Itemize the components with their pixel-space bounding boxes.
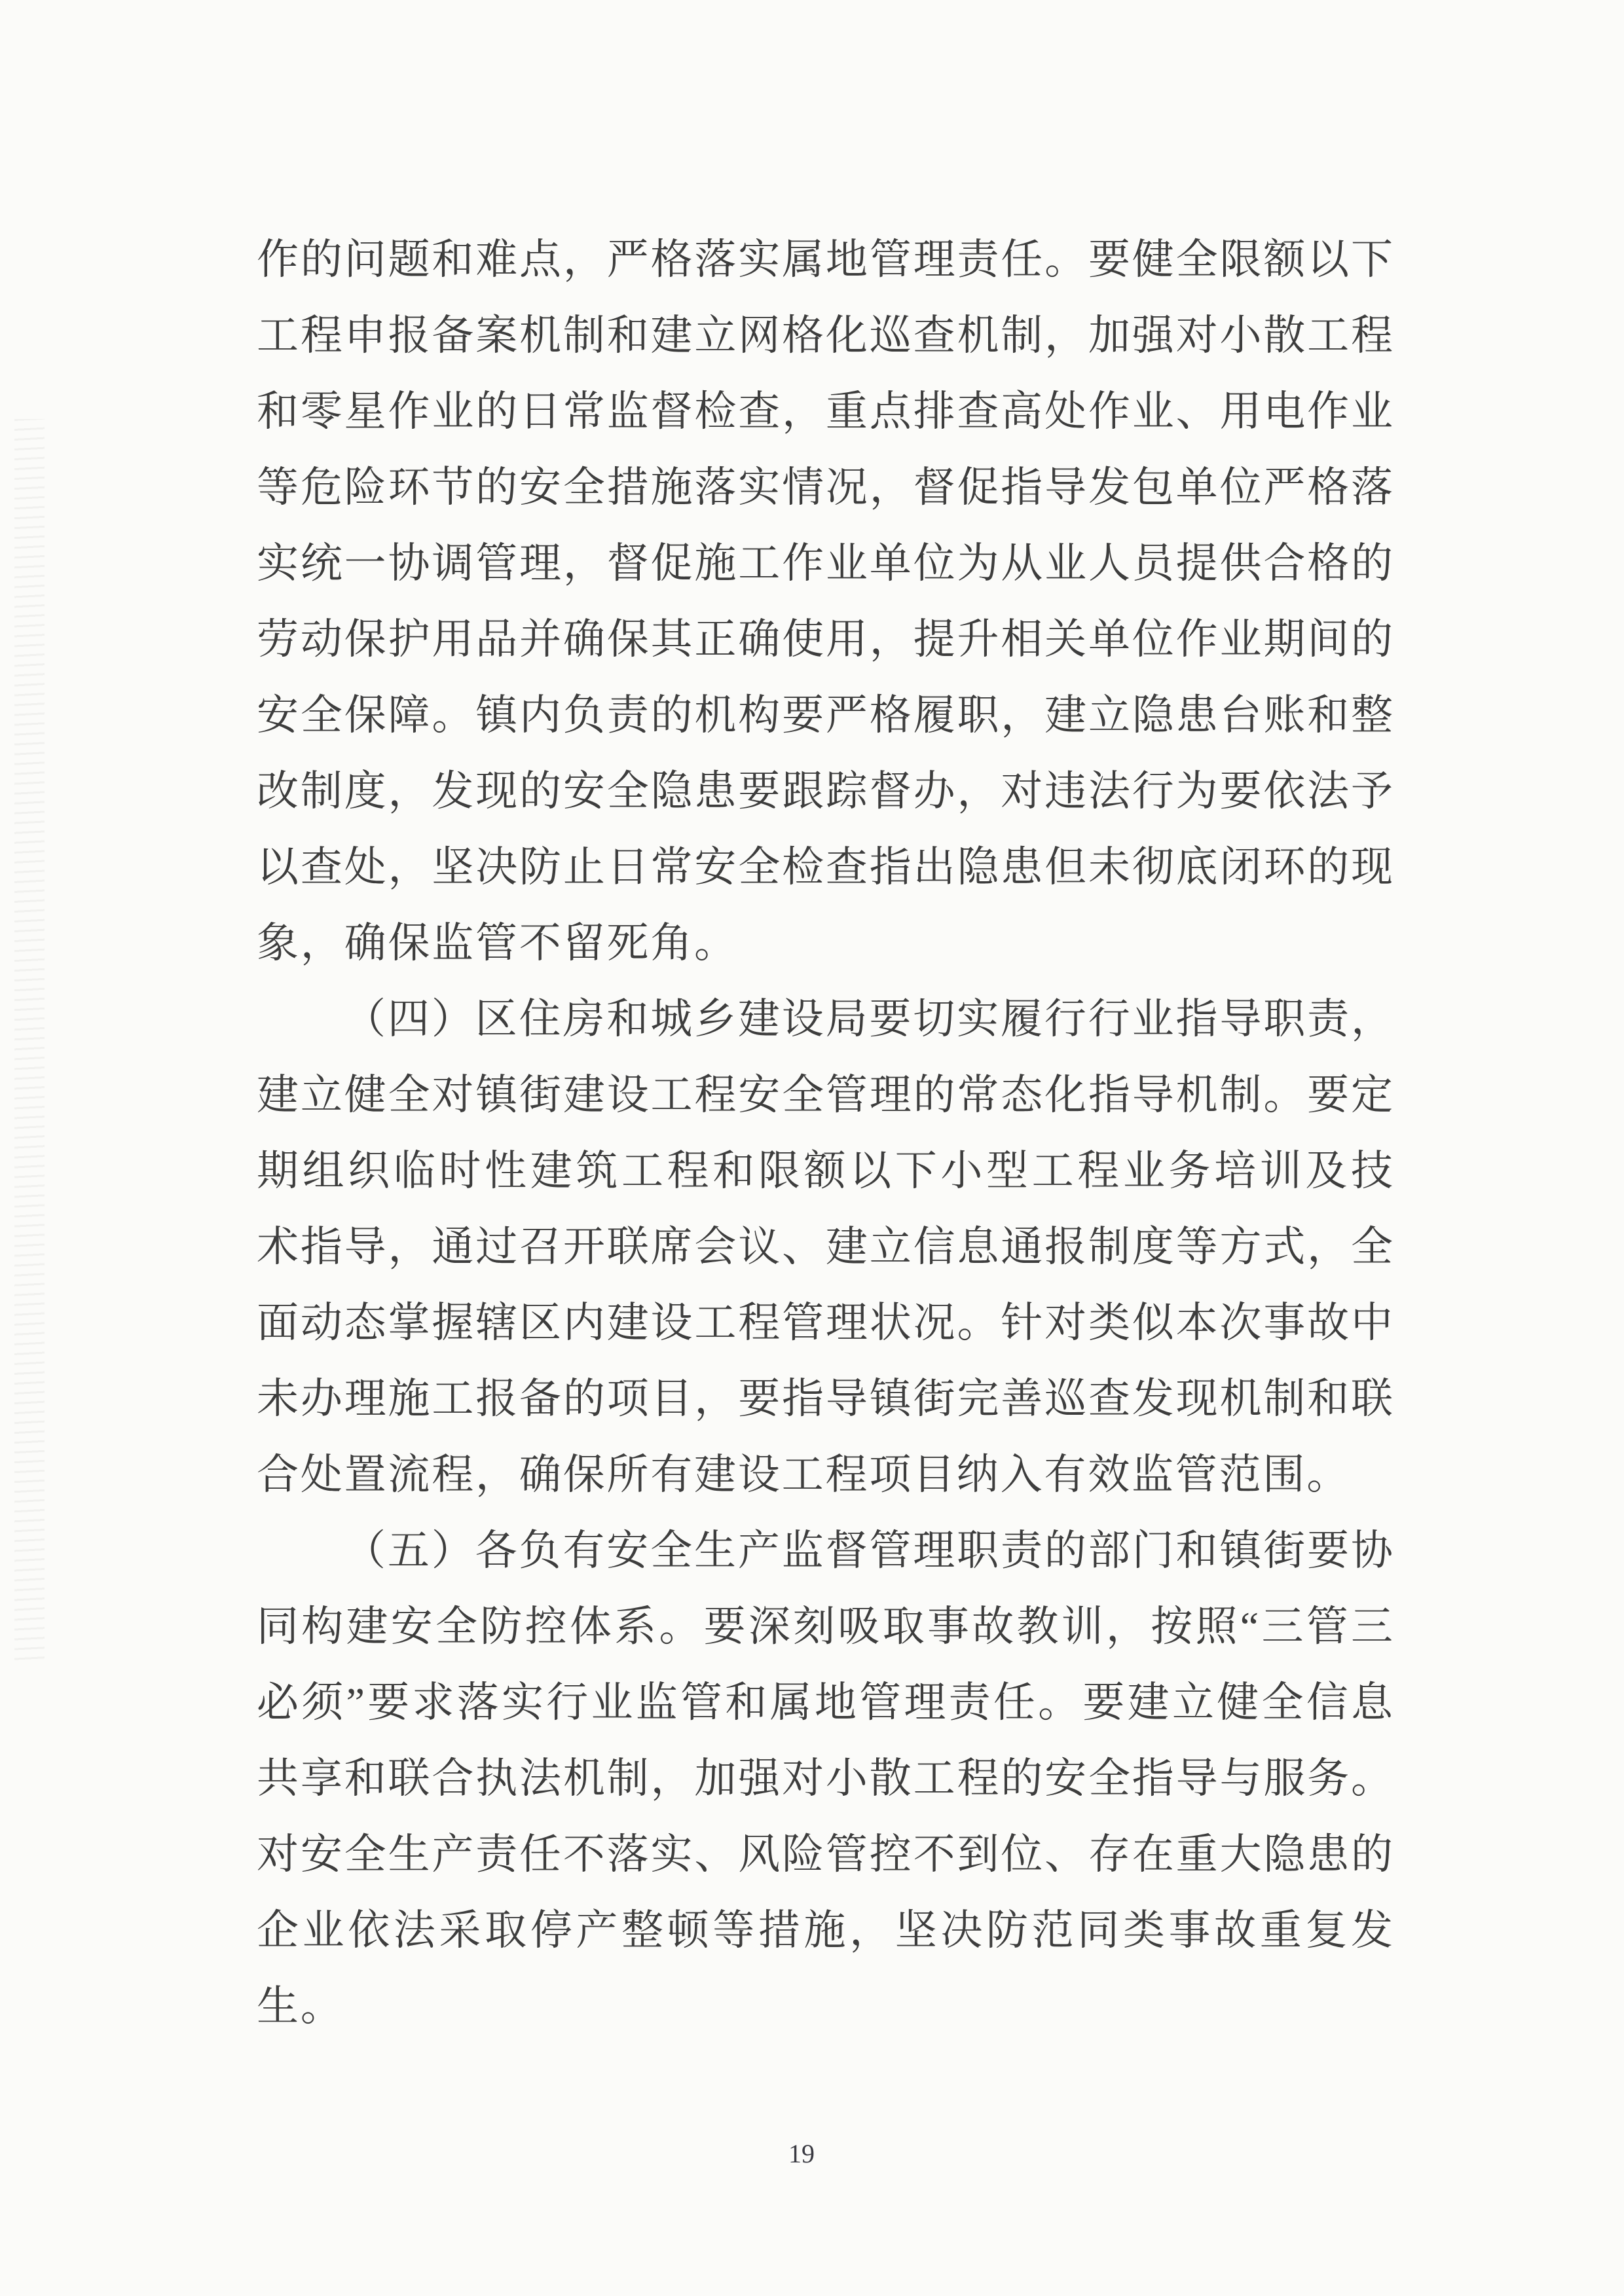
text-line: 企业依法采取停产整顿等措施，坚决防范同类事故重复发 [257, 1907, 1393, 1954]
text-line: 作的问题和难点，严格落实属地管理责任。要健全限额以下 [257, 236, 1393, 283]
text-line: 以查处，坚决防止日常安全检查指出隐患但未彻底闭环的现 [257, 844, 1393, 890]
text-line: 安全保障。镇内负责的机构要严格履职，建立隐患台账和整 [257, 692, 1393, 738]
text-line: 必须”要求落实行业监管和属地管理责任。要建立健全信息 [257, 1679, 1393, 1726]
text-line: 术指导，通过召开联席会议、建立信息通报制度等方式，全 [257, 1224, 1393, 1270]
text-line: 劳动保护用品并确保其正确使用，提升相关单位作业期间的 [257, 616, 1393, 663]
text-line: 等危险环节的安全措施落实情况，督促指导发包单位严格落 [257, 464, 1393, 511]
text-line: 对安全生产责任不落实、风险管控不到位、存在重大隐患的 [257, 1831, 1393, 1878]
text-line: 同构建安全防控体系。要深刻吸取事故教训，按照“三管三 [257, 1603, 1393, 1650]
text-line: 实统一协调管理，督促施工作业单位为从业人员提供合格的 [257, 540, 1393, 587]
text-line: 合处置流程，确保所有建设工程项目纳入有效监管范围。 [257, 1451, 1350, 1498]
text-line: 期组织临时性建筑工程和限额以下小型工程业务培训及技 [257, 1148, 1393, 1194]
text-line: 面动态掌握辖区内建设工程管理状况。针对类似本次事故中 [257, 1300, 1393, 1346]
text-line: 未办理施工报备的项目，要指导镇街完善巡查发现机制和联 [257, 1376, 1393, 1422]
text-line: 工程申报备案机制和建立网格化巡查机制，加强对小散工程 [257, 312, 1393, 359]
text-line: 共享和联合执法机制，加强对小散工程的安全指导与服务。 [257, 1755, 1393, 1802]
scan-noise-strip [14, 419, 45, 1663]
page-number: 19 [788, 2139, 815, 2168]
text-line: 和零星作业的日常监督检查，重点排查高处作业、用电作业 [257, 388, 1393, 435]
text-line: 建立健全对镇街建设工程安全管理的常态化指导机制。要定 [257, 1072, 1393, 1118]
text-line: 改制度，发现的安全隐患要跟踪督办，对违法行为要依法予 [257, 768, 1393, 814]
text-line: （四）区住房和城乡建设局要切实履行行业指导职责， [344, 996, 1393, 1042]
text-block [257, 222, 1393, 2045]
text-line: （五）各负有安全生产监督管理职责的部门和镇街要协 [344, 1527, 1393, 1574]
text-line: 象，确保监管不留死角。 [257, 920, 738, 966]
text-line: 生。 [257, 1983, 344, 2030]
